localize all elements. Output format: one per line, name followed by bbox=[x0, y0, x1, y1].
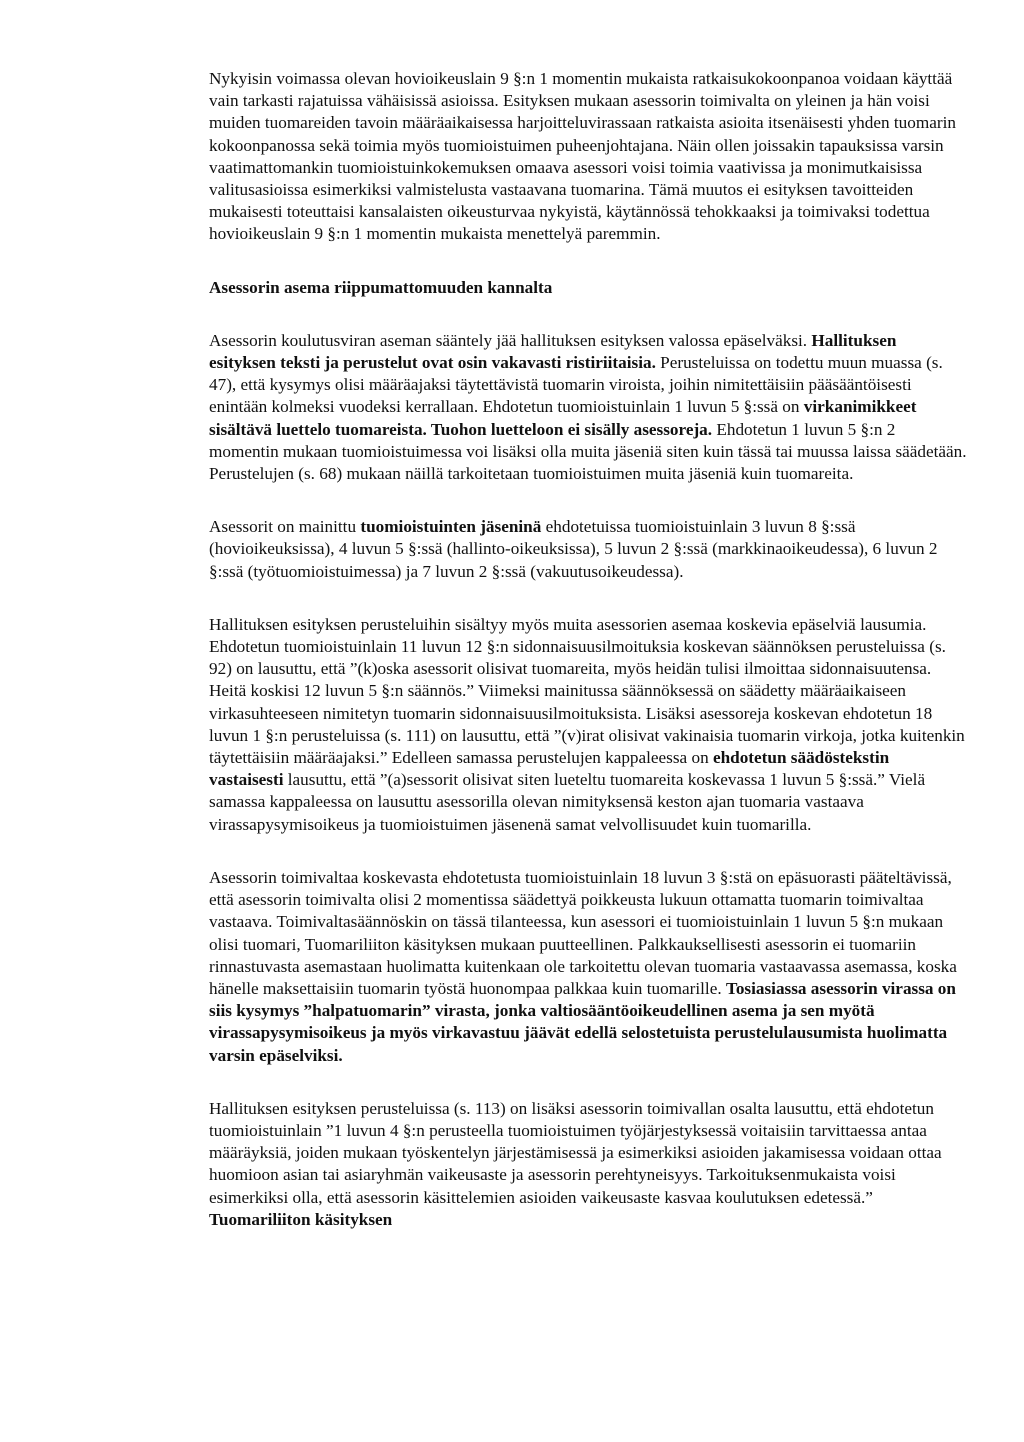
text-segment: Nykyisin voimassa olevan hovioikeuslain 9 §:n 1 momentin mukaista ratkaisukokoonpanoa voidaan käyttää vain tarkasti rajatuissa vähäisissä asioissa. Esityksen mukaan asessorin toimivalta on yleinen ja hän voisi muiden tuomareiden tavoin määräaikaisessa harjoitteluvirassaan ratkaista asioita itsenäisesti yhden tuomarin kokoonpanossa sekä toimia myös tuomioistuimen puheenjohtajana. Näin ollen joissakin tapauksissa varsin vaatimattomankin tuomioistuinkokemuksen omaava asessori voisi toimia vaativissa ja monimutkaisissa valitusasioissa esimerkiksi valmistelusta vastaavana tuomarina. Tämä muutos ei esityksen tavoitteiden mukaisesti toteuttaisi kansalaisten oikeusturvaa nykyistä, käytännössä tehokkaaksi ja toimivaksi todettua hovioikeuslain 9 §:n 1 momentin mukaista menettelyä paremmin. bbox=[209, 69, 956, 244]
paragraph-3 bbox=[209, 516, 967, 583]
text-segment: Asessorit on mainittu bbox=[209, 517, 361, 537]
paragraph-1 bbox=[209, 68, 967, 246]
text-segment: Asessorin toimivaltaa koskevasta ehdotetusta tuomioistuinlain 18 luvun 3 §:stä on epäsuorasti pääteltävissä, että asessorin toimivalta olisi 2 momentissa säädettyä poikkeusta lukuun ottamatta tuomarin toimivaltaa vastaava. Toimivaltasäännöskin on tässä tilanteessa, kun asessori ei tuomioistuinlain 1 luvun 5 §:n mukaan olisi tuomari, Tuomariliiton käsityksen mukaan puutteellinen. Palkkauksellisesti asessorin ei tuomariin rinnastuvasta asemastaan huolimatta kuitenkaan ole tarkoitettu olevan tuomaria vastaavassa asemassa, koska hänelle maksettaisiin tuomarin työstä huonompaa palkkaa kuin tuomarille. bbox=[209, 867, 957, 998]
document-page bbox=[209, 68, 967, 1262]
section-heading bbox=[209, 277, 967, 299]
paragraph-4 bbox=[209, 614, 967, 836]
text-segment: Asessorin koulutusviran aseman sääntely jää hallituksen esityksen valossa epäselväksi. bbox=[209, 330, 812, 350]
bold-segment: ehdotetun säädöstekstin vastaisesti bbox=[209, 748, 890, 790]
bold-segment: Tuomariliiton käsityksen bbox=[209, 1209, 393, 1229]
text-segment: Hallituksen esityksen perusteluihin sisältyy myös muita asessorien asemaa koskevia epäselviä lausumia. Ehdotetun tuomioistuinlain 11 luvun 12 §:n sidonnaisuusilmoituksia koskevan säännöksen perusteluissa (s. 92) on lausuttu, että ”(k)oska asessorit olisivat tuomareita, myös heidän tulisi ilmoittaa sidonnaisuutensa. Heitä koskisi 12 luvun 5 §:n säännös.” Viimeksi mainitussa säännöksessä on säädetty määräaikaiseen virkasuhteeseen nimitetyn tuomarin sidonnaisuusilmoituksista. Lisäksi asessoreja koskevan ehdotetun 18 luvun 1 §:n perusteluissa (s. 111) on lausuttu, että ”(v)irat olisivat vakinaisia tuomarin virkoja, jotka kuitenkin täytettäisiin määräajaksi.” Edelleen samassa perustelujen kappaleessa on bbox=[209, 614, 965, 768]
paragraph-6 bbox=[209, 1098, 967, 1231]
bold-segment: tuomioistuinten jäseninä bbox=[360, 517, 542, 537]
text-segment: Ehdotetun 1 luvun 5 §:n 2 momentin mukaan tuomioistuimessa voi lisäksi olla muita jäseniä siten kuin tässä tai muussa laissa säädetään. Perustelujen (s. 68) mukaan näillä tarkoitetaan tuomioistuimen muita jäseniä kuin tuomareita. bbox=[209, 419, 967, 484]
text-segment: Perusteluissa on todettu muun muassa (s. 47), että kysymys olisi määräajaksi täytettävistä tuomarin viroista, joihin nimitettäisiin pääsääntöisesti enintään kolmeksi vuodeksi kerrallaan. Ehdotetun tuomioistuinlain 1 luvun 5 §:ssä on bbox=[209, 353, 943, 417]
heading-text: Asessorin asema riippumattomuuden kannalta bbox=[209, 277, 553, 297]
bold-segment: Tosiasiassa asessorin virassa on siis kysymys ”halpatuomarin” virasta, jonka valtiosääntöoikeudellinen asema ja sen myötä virassapysymisoikeus ja myös virkavastuu jäävät edellä selostetuista perustelulausumista huolimatta varsin epäselviksi. bbox=[209, 978, 956, 1065]
bold-segment: Hallituksen esityksen teksti ja perustelut ovat osin vakavasti ristiriitaisia. bbox=[209, 330, 897, 373]
bold-segment: virkanimikkeet sisältävä luettelo tuomareista. Tuohon luetteloon ei sisälly asessoreja. bbox=[209, 397, 917, 439]
text-segment: ehdotetuissa tuomioistuinlain 3 luvun 8 §:ssä (hovioikeuksissa), 4 luvun 5 §:ssä (hallinto-oikeuksissa), 5 luvun 2 §:ssä (markkinaoikeudessa), 6 luvun 2 §:ssä (työtuomioistuimessa) ja 7 luvun 2 §:ssä (vakuutusoikeudessa). bbox=[209, 517, 938, 581]
text-segment: lausuttu, että ”(a)sessorit olisivat siten lueteltu tuomareita koskevassa 1 luvun 5 §:ssä.” Vielä samassa kappaleessa on lausuttu asessorilla olevan nimityksensä keston ajan tuomaria vastaava virassapysymisoikeus ja tuomioistuimen jäsenenä samat velvollisuudet kuin tuomarilla. bbox=[209, 770, 926, 834]
paragraph-5 bbox=[209, 867, 967, 1067]
paragraph-2 bbox=[209, 330, 967, 485]
text-segment: Hallituksen esityksen perusteluissa (s. 113) on lisäksi asessorin toimivallan osalta lausuttu, että ehdotetun tuomioistuinlain ”1 luvun 4 §:n perusteella tuomioistuimen työjärjestyksessä voitaisiin tarvittaessa antaa määräyksiä, joiden mukaan työskentelyn järjestämisessä ja esimerkiksi asioiden jakamisessa voidaan ottaa huomioon asian tai asiaryhmän vaikeusaste ja asessorin perehtyneisyys. Tarkoituksenmukaista voisi esimerkiksi olla, että asessorin käsittelemien asioiden vaikeusaste kasvaa koulutuksen edetessä.” bbox=[209, 1098, 942, 1207]
